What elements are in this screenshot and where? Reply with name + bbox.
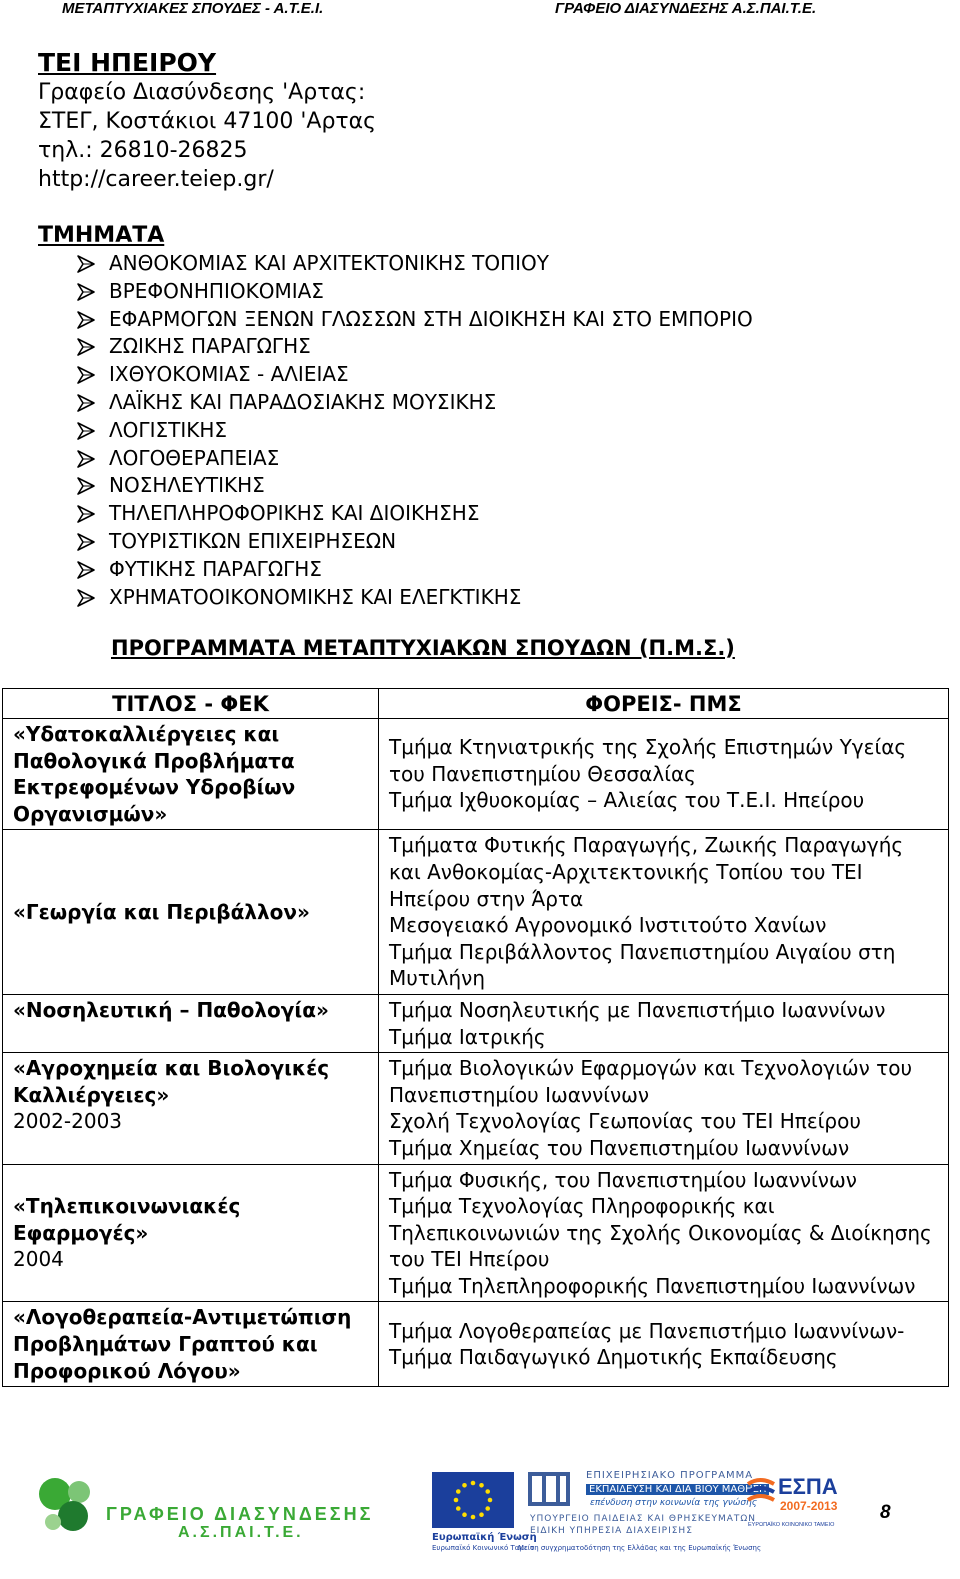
arrow-bullet-icon	[76, 337, 96, 357]
eu-star-icon	[485, 1506, 490, 1511]
col-title-header: ΤΙΤΛΟΣ - ΦΕΚ	[3, 689, 379, 719]
col-partners-header: ΦΟΡΕΙΣ- ΠΜΣ	[379, 689, 949, 719]
program-partners-cell	[379, 830, 949, 995]
program-title-cell	[3, 1053, 379, 1164]
partner-line: Τμήμα Τεχνολογίας Πληροφορικής και Τηλεπικοινωνιών της Σχολής Οικονομίας & Διοίκησης του ΤΕΙ Ηπείρου	[389, 1194, 932, 1272]
epeaek-logo-icon	[528, 1472, 570, 1506]
arrow-bullet-icon	[76, 588, 96, 608]
program-title-cell	[3, 1302, 379, 1387]
eu-label: Ευρωπαϊκή Ένωση	[432, 1532, 537, 1543]
epeaek-program-name: ΕΚΠΑΙΔΕΥΣΗ ΚΑΙ ΔΙΑ ΒΙΟΥ ΜΑΘΗΣΗ	[586, 1484, 769, 1495]
program-title: «Γεωργία και Περιβάλλον»	[13, 899, 310, 924]
program-partners-cell	[379, 1302, 949, 1387]
department-item	[38, 500, 938, 528]
department-item	[38, 584, 938, 612]
program-title: «Λογοθεραπεία-Αντιμετώπιση Προβλημάτων Γραπτού και Προφορικού Λόγου»	[13, 1305, 352, 1383]
management-service: ΕΙΔΙΚΗ ΥΠΗΡΕΣΙΑ ΔΙΑΧΕΙΡΙΣΗΣ	[530, 1526, 693, 1536]
partner-line: Τμήμα Λογοθεραπείας με Πανεπιστήμιο Ιωαννίνων-Τμήμα Παιδαγωγικό Δημοτικής Εκπαίδευσης	[389, 1318, 905, 1370]
table-row	[3, 719, 949, 830]
epeaek-program-label: ΕΠΙΧΕΙΡΗΣΙΑΚΟ ΠΡΟΓΡΑΜΜΑ	[586, 1470, 754, 1481]
program-title: «Τηλεπικοινωνιακές Εφαρμογές»	[13, 1194, 241, 1245]
espa-logo-icon	[746, 1470, 840, 1532]
partner-line: Τμήμα Τηλεπληροφορικής Πανεπιστημίου Ιωαννίνων	[389, 1273, 916, 1298]
partner-line: Τμήμα Χημείας του Πανεπιστημίου Ιωαννίνων	[389, 1135, 850, 1160]
department-item	[38, 417, 938, 445]
programs-heading: ΠΡΟΓΡΑΜΜΑΤΑ ΜΕΤΑΠΤΥΧΙΑΚΩΝ ΣΠΟΥΔΩΝ (Π.Μ.Σ.)	[111, 636, 735, 660]
table-row	[3, 1302, 949, 1387]
department-item	[38, 250, 938, 278]
department-item	[38, 445, 938, 473]
department-label: ΛΟΓΟΘΕΡΑΠΕΙΑΣ	[109, 445, 280, 470]
department-label: ΒΡΕΦΟΝΗΠΙΟΚΟΜΙΑΣ	[109, 278, 324, 303]
department-label: ΝΟΣΗΛΕΥΤΙΚΗΣ	[109, 473, 265, 498]
program-title-cell	[3, 994, 379, 1052]
table-row	[3, 830, 949, 995]
department-label: ΤΗΛΕΠΛΗΡΟΦΟΡΙΚΗΣ ΚΑΙ ΔΙΟΙΚΗΣΗΣ	[109, 501, 480, 526]
partner-line: Τμήμα Βιολογικών Εφαρμογών και Τεχνολογιών του Πανεπιστημίου Ιωαννίνων	[389, 1056, 913, 1107]
institution-block	[38, 48, 918, 194]
program-title: «Αγροχημεία και Βιολογικές Καλλιέργειες»	[13, 1056, 330, 1107]
program-partners-cell	[379, 1164, 949, 1302]
program-year: 2004	[13, 1247, 64, 1272]
department-item	[38, 556, 938, 584]
department-item	[38, 333, 938, 361]
eu-star-icon	[471, 1515, 476, 1520]
eu-star-icon	[462, 1483, 467, 1488]
institution-address: ΣΤΕΓ, Κοστάκιοι 47100 'Αρτας	[38, 109, 377, 134]
partner-line: Τμήματα Φυτικής Παραγωγής, Ζωικής Παραγωγής και Ανθοκομίας-Αρχιτεκτονικής Τοπίου του ΤΕΙ Ηπείρου στην Άρτα	[389, 833, 904, 911]
program-partners-cell	[379, 719, 949, 830]
cofunding-note: Με τη συγχρηματοδότηση της Ελλάδας και της Ευρωπαϊκής Ένωσης	[518, 1544, 762, 1552]
arrow-bullet-icon	[76, 365, 96, 385]
eu-star-icon	[462, 1512, 467, 1517]
program-title-cell	[3, 719, 379, 830]
arrow-bullet-icon	[76, 532, 96, 552]
epeaek-slogan: επένδυση στην κοινωνία της γνώσης	[590, 1498, 758, 1508]
eu-flag-icon	[432, 1472, 514, 1528]
arrow-bullet-icon	[76, 449, 96, 469]
department-label: ΙΧΘΥΟΚΟΜΙΑΣ - ΑΛΙΕΙΑΣ	[109, 362, 349, 387]
department-item	[38, 306, 938, 334]
department-label: ΛΑΪΚΗΣ ΚΑΙ ΠΑΡΑΔΟΣΙΑΚΗΣ ΜΟΥΣΙΚΗΣ	[109, 389, 497, 414]
table-row	[3, 994, 949, 1052]
eu-star-icon	[454, 1498, 459, 1503]
arrow-bullet-icon	[76, 560, 96, 580]
program-partners-cell	[379, 1053, 949, 1164]
institution-phone: τηλ.: 26810-26825	[38, 138, 248, 163]
institution-name: ΤΕΙ ΗΠΕΙΡΟΥ	[38, 48, 217, 77]
eu-star-icon	[456, 1489, 461, 1494]
arrow-bullet-icon	[76, 504, 96, 524]
partner-line: Μεσογειακό Αγρονομικό Ινστιτούτο Χανίων	[389, 913, 827, 938]
department-label: ΦΥΤΙΚΗΣ ΠΑΡΑΓΩΓΗΣ	[109, 556, 322, 581]
eu-star-icon	[456, 1506, 461, 1511]
departments-section	[38, 222, 938, 611]
department-item	[38, 528, 938, 556]
partner-line: Τμήμα Περιβάλλοντος Πανεπιστημίου Αιγαίου στη Μυτιλήνη	[389, 939, 896, 991]
header-left-text: ΜΕΤΑΠΤΥΧΙΑΚΕΣ ΣΠΟΥΔΕΣ - Α.Τ.Ε.Ι.	[62, 0, 324, 17]
departments-heading: ΤΜΗΜΑΤΑ	[38, 223, 165, 248]
departments-list	[38, 250, 938, 611]
office-logo-icon	[33, 1468, 103, 1538]
partner-line: Τμήμα Κτηνιατρικής της Σχολής Επιστημών Υγείας του Πανεπιστημίου Θεσσαλίας	[389, 735, 907, 786]
institution-website-link[interactable]: http://career.teiep.gr/	[38, 167, 274, 192]
table-row	[3, 1053, 949, 1164]
program-title: «Νοσηλευτική – Παθολογία»	[13, 997, 329, 1022]
programs-table	[2, 688, 949, 1387]
office-logo-subtext: Α.Σ.ΠΑΙ.Τ.Ε.	[178, 1524, 304, 1541]
department-item	[38, 389, 938, 417]
arrow-bullet-icon	[76, 310, 96, 330]
program-title: «Υδατοκαλλιέργειες και Παθολογικά Προβλήματα Εκτρεφομένων Υδροβίων Οργανισμών»	[13, 722, 296, 826]
partner-line: Σχολή Τεχνολογίας Γεωπονίας του ΤΕΙ Ηπείρου	[389, 1109, 861, 1134]
arrow-bullet-icon	[76, 282, 96, 302]
eu-star-icon	[479, 1483, 484, 1488]
department-item	[38, 278, 938, 306]
department-label: ΖΩΙΚΗΣ ΠΑΡΑΓΩΓΗΣ	[109, 334, 311, 359]
partner-line: Τμήμα Ιχθυοκομίας – Αλιείας του Τ.Ε.Ι. Ηπείρου	[389, 788, 865, 813]
department-label: ΛΟΓΙΣΤΙΚΗΣ	[109, 417, 228, 442]
program-partners-cell	[379, 994, 949, 1052]
program-title-cell	[3, 830, 379, 995]
program-title-cell	[3, 1164, 379, 1302]
espa-fund: ΕΥΡΩΠΑΪΚΟ ΚΟΙΝΩΝΙΚΟ ΤΑΜΕΙΟ	[748, 1522, 835, 1528]
department-label: ΕΦΑΡΜΟΓΩΝ ΞΕΝΩΝ ΓΛΩΣΣΩΝ ΣΤΗ ΔΙΟΙΚΗΣΗ ΚΑΙ ΣΤΟ ΕΜΠΟΡΙΟ	[109, 306, 753, 331]
espa-years: 2007-2013	[780, 1499, 838, 1513]
arrow-bullet-icon	[76, 393, 96, 413]
institution-office: Γραφείο Διασύνδεσης 'Αρτας:	[38, 80, 366, 105]
header-right-text: ΓΡΑΦΕΙΟ ΔΙΑΣΥΝΔΕΣΗΣ Α.Σ.ΠΑΙ.Τ.Ε.	[555, 0, 817, 17]
department-label: ΑΝΘΟΚΟΜΙΑΣ ΚΑΙ ΑΡΧΙΤΕΚΤΟΝΙΚΗΣ ΤΟΠΙΟΥ	[109, 251, 549, 275]
eu-star-icon	[485, 1489, 490, 1494]
department-item	[38, 361, 938, 389]
page-footer	[0, 1460, 960, 1579]
table-row	[3, 1164, 949, 1302]
page-header	[0, 0, 960, 18]
ministry-name: ΥΠΟΥΡΓΕΙΟ ΠΑΙΔΕΙΑΣ ΚΑΙ ΘΡΗΣΚΕΥΜΑΤΩΝ	[530, 1514, 757, 1524]
program-year: 2002-2003	[13, 1109, 123, 1134]
table-header-row	[3, 689, 949, 719]
department-label: ΧΡΗΜΑΤΟΟΙΚΟΝΟΜΙΚΗΣ ΚΑΙ ΕΛΕΓΚΤΙΚΗΣ	[109, 584, 522, 609]
arrow-bullet-icon	[76, 254, 96, 274]
eu-sublabel: Ευρωπαϊκό Κοινωνικό Ταμείο	[432, 1544, 535, 1552]
partner-line: Τμήμα Φυσικής, του Πανεπιστημίου Ιωαννίνων	[389, 1167, 857, 1192]
department-item	[38, 472, 938, 500]
eu-star-icon	[479, 1512, 484, 1517]
department-label: ΤΟΥΡΙΣΤΙΚΩΝ ΕΠΙΧΕΙΡΗΣΕΩΝ	[109, 528, 397, 553]
partner-line: Τμήμα Νοσηλευτικής με Πανεπιστήμιο Ιωαννίνων	[389, 997, 886, 1022]
eu-star-icon	[471, 1481, 476, 1486]
espa-name: ΕΣΠΑ	[778, 1474, 838, 1499]
arrow-bullet-icon	[76, 476, 96, 496]
page-number: 8	[880, 1502, 891, 1523]
office-logo-text: ΓΡΑΦΕΙΟ ΔΙΑΣΥΝΔΕΣΗΣ	[106, 1504, 374, 1524]
eu-star-icon	[488, 1498, 493, 1503]
partner-line: Τμήμα Ιατρικής	[389, 1024, 546, 1049]
arrow-bullet-icon	[76, 421, 96, 441]
